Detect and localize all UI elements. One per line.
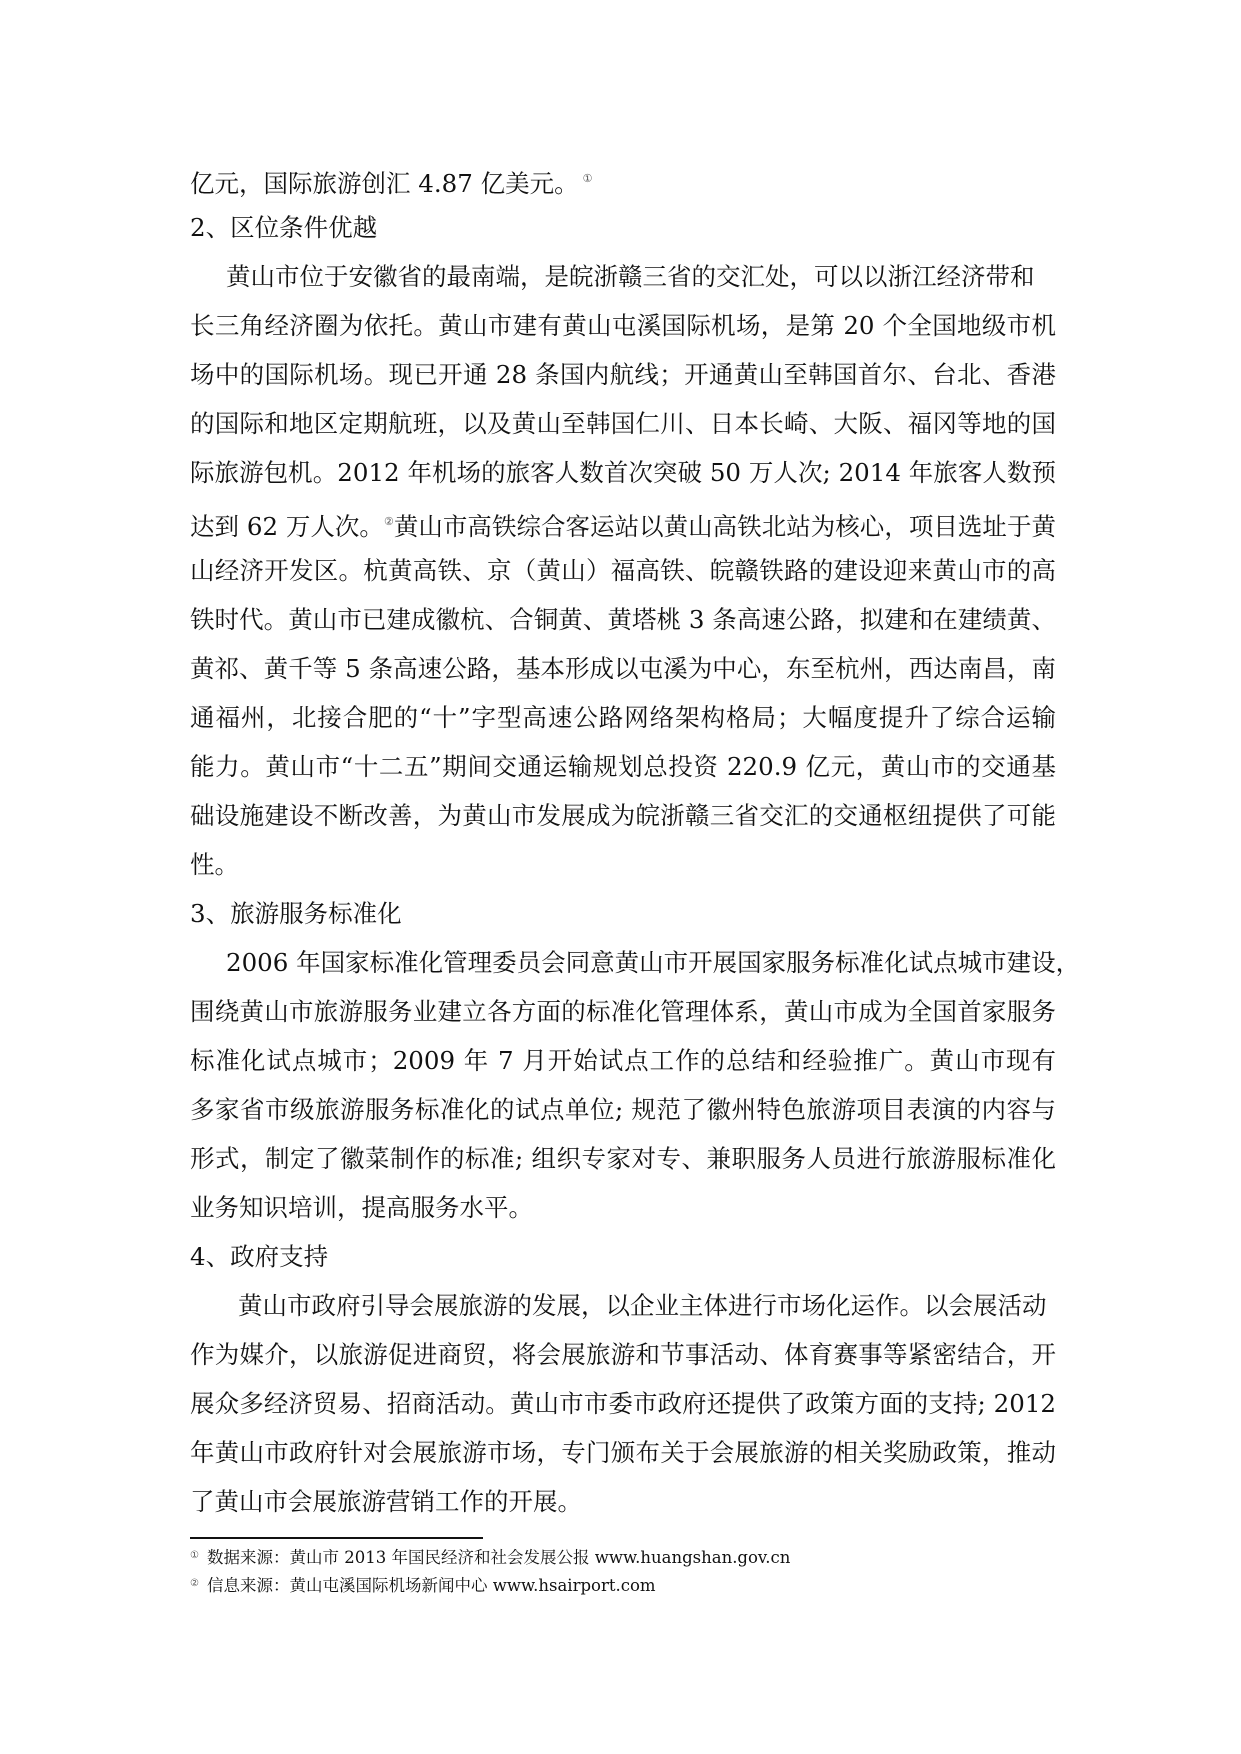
body-text bbox=[190, 154, 1081, 1526]
line-text: 通福州，北接合肥的“十”字型高速公路网络架构格局；大幅度提升了综合运输 bbox=[190, 703, 1056, 732]
footnote-separator bbox=[190, 1537, 483, 1539]
footnotes bbox=[190, 1543, 1056, 1599]
paragraph-line bbox=[190, 1379, 1056, 1428]
paragraph-line bbox=[190, 938, 1081, 987]
line-text: 2006 年国家标准化管理委员会同意黄山市开展国家服务标准化试点城市建设， bbox=[226, 948, 1081, 977]
paragraph-line bbox=[190, 1183, 1056, 1232]
line-text: 黄山市政府引导会展旅游的发展，以企业主体进行市场化运作。以会展活动 bbox=[238, 1291, 1047, 1320]
line-text: 际旅游包机。2012 年机场的旅客人数首次突破 50 万人次; 2014 年旅客人数预 bbox=[190, 458, 1056, 487]
paragraph-line bbox=[190, 1428, 1056, 1477]
line-text: 黄祁、黄千等 5 条高速公路，基本形成以屯溪为中心，东至杭州，西达南昌，南 bbox=[190, 654, 1056, 683]
line-text: 础设施建设不断改善，为黄山市发展成为皖浙赣三省交汇的交通枢纽提供了可能 bbox=[190, 801, 1056, 830]
paragraph-line bbox=[190, 987, 1056, 1036]
line-text: 业务知识培训，提高服务水平。 bbox=[190, 1193, 533, 1222]
line-text: 亿元，国际旅游创汇 4.87 亿美元。 bbox=[190, 169, 579, 198]
line-text: 黄山市位于安徽省的最南端，是皖浙赣三省的交汇处，可以以浙江经济带和 bbox=[226, 262, 1035, 291]
paragraph-line bbox=[190, 546, 1056, 595]
line-text: 4、政府支持 bbox=[190, 1242, 329, 1271]
line-text: 作为媒介，以旅游促进商贸，将会展旅游和节事活动、体育赛事等紧密结合，开 bbox=[190, 1340, 1056, 1369]
line-text: 铁时代。黄山市已建成徽杭、合铜黄、黄塔桃 3 条高速公路，拟建和在建绩黄、 bbox=[190, 605, 1056, 634]
paragraph-line bbox=[190, 301, 1056, 350]
footnote-mark: ② bbox=[190, 1578, 199, 1589]
line-text: 3、旅游服务标准化 bbox=[190, 899, 402, 928]
line-text: 多家省市级旅游服务标准化的试点单位; 规范了徽州特色旅游项目表演的内容与 bbox=[190, 1095, 1056, 1124]
paragraph-line bbox=[190, 1281, 1056, 1330]
paragraph-line bbox=[190, 595, 1056, 644]
line-text: 黄山市高铁综合客运站以黄山高铁北站为核心，项目选址于黄 bbox=[393, 512, 1056, 541]
paragraph-line bbox=[190, 1085, 1056, 1134]
line-text: 长三角经济圈为依托。黄山市建有黄山屯溪国际机场，是第 20 个全国地级市机 bbox=[190, 311, 1056, 340]
footnote-ref[interactable]: ① bbox=[582, 172, 593, 185]
paragraph-line bbox=[190, 1477, 1056, 1526]
line-text: 性。 bbox=[190, 850, 239, 879]
paragraph-line bbox=[190, 252, 1056, 301]
line-text: 山经济开发区。杭黄高铁、京（黄山）福高铁、皖赣铁路的建设迎来黄山市的高 bbox=[190, 556, 1056, 585]
footnote-mark: ① bbox=[190, 1550, 199, 1561]
line-text: 场中的国际机场。现已开通 28 条国内航线；开通黄山至韩国首尔、台北、香港 bbox=[190, 360, 1056, 389]
paragraph-line bbox=[190, 791, 1056, 840]
paragraph-line bbox=[190, 448, 1056, 497]
paragraph-line bbox=[190, 154, 1056, 203]
footnote-item bbox=[190, 1571, 1056, 1599]
line-text: 了黄山市会展旅游营销工作的开展。 bbox=[190, 1487, 582, 1516]
paragraph-line bbox=[190, 497, 1056, 546]
line-text: 的国际和地区定期航班，以及黄山至韩国仁川、日本长崎、大阪、福冈等地的国 bbox=[190, 409, 1056, 438]
section-heading bbox=[190, 203, 1056, 252]
paragraph-line bbox=[190, 1330, 1056, 1379]
section-heading bbox=[190, 1232, 1056, 1281]
line-text: 标准化试点城市；2009 年 7 月开始试点工作的总结和经验推广。黄山市现有 bbox=[190, 1046, 1056, 1075]
line-text: 达到 62 万人次。 bbox=[190, 512, 384, 541]
paragraph-line bbox=[190, 644, 1056, 693]
line-text: 形式，制定了徽菜制作的标准; 组织专家对专、兼职服务人员进行旅游服标准化 bbox=[190, 1144, 1056, 1173]
footnote-ref[interactable]: ② bbox=[383, 515, 394, 528]
paragraph-line bbox=[190, 350, 1056, 399]
footnote-text: 信息来源：黄山屯溪国际机场新闻中心 www.hsairport.com bbox=[206, 1576, 656, 1595]
section-heading bbox=[190, 889, 1056, 938]
paragraph-line bbox=[190, 1036, 1056, 1085]
line-text: 能力。黄山市“十二五”期间交通运输规划总投资 220.9 亿元，黄山市的交通基 bbox=[190, 752, 1056, 781]
paragraph-line bbox=[190, 840, 1056, 889]
paragraph-line bbox=[190, 1134, 1056, 1183]
line-text: 年黄山市政府针对会展旅游市场，专门颁布关于会展旅游的相关奖励政策，推动 bbox=[190, 1438, 1056, 1467]
line-text: 2、区位条件优越 bbox=[190, 213, 378, 242]
footnote-text: 数据来源：黄山市 2013 年国民经济和社会发展公报 www.huangshan.gov.cn bbox=[206, 1548, 791, 1567]
paragraph-line bbox=[190, 399, 1056, 448]
paragraph-line bbox=[190, 693, 1056, 742]
line-text: 展众多经济贸易、招商活动。黄山市市委市政府还提供了政策方面的支持; 2012 bbox=[190, 1389, 1056, 1418]
line-text: 围绕黄山市旅游服务业建立各方面的标准化管理体系，黄山市成为全国首家服务 bbox=[190, 997, 1056, 1026]
paragraph-line bbox=[190, 742, 1056, 791]
footnote-item bbox=[190, 1543, 1056, 1571]
